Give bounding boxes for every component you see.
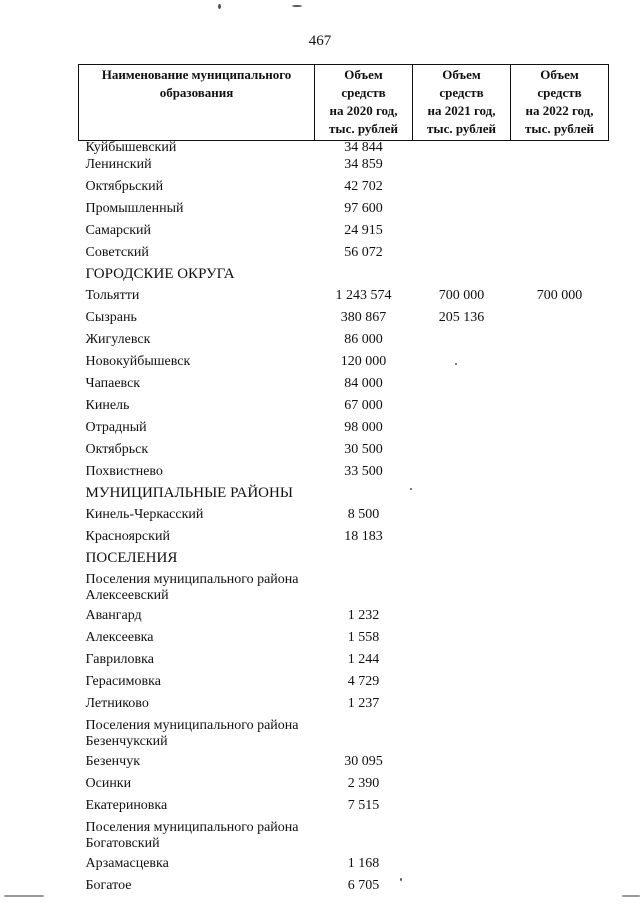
value-2021 xyxy=(413,570,511,606)
header-volume-2021: Объем средств на 2021 год, тыс. рублей xyxy=(413,65,511,141)
table-row xyxy=(79,374,609,396)
value-2021 xyxy=(413,818,511,854)
municipality-name: Гавриловка xyxy=(85,652,154,667)
value-2022 xyxy=(511,484,609,505)
value-2022: 700 000 xyxy=(536,288,583,303)
value-2022 xyxy=(511,177,609,199)
scan-speck xyxy=(400,878,402,881)
scan-speck xyxy=(218,4,221,9)
table-row xyxy=(79,199,609,221)
value-2021 xyxy=(413,628,511,650)
municipality-name: Летниково xyxy=(85,696,149,711)
municipality-name: Алексеевка xyxy=(85,630,154,645)
table-row xyxy=(79,876,609,898)
scan-speck xyxy=(4,895,44,897)
table-row xyxy=(79,418,609,440)
value-2022 xyxy=(511,330,609,352)
value-2021 xyxy=(413,243,511,265)
value-2020: 34 844 xyxy=(344,140,383,155)
value-2021 xyxy=(413,374,511,396)
value-2022 xyxy=(511,774,609,796)
value-2022 xyxy=(511,199,609,221)
value-2021 xyxy=(413,484,511,505)
value-2020: 7 515 xyxy=(347,798,380,813)
value-2022 xyxy=(511,716,609,752)
value-2020: 30 095 xyxy=(344,754,383,769)
value-2021 xyxy=(413,396,511,418)
value-2020 xyxy=(315,818,413,854)
scan-speck xyxy=(622,895,640,897)
value-2022 xyxy=(511,606,609,628)
municipality-name: Тольятти xyxy=(85,288,140,303)
value-2020: 67 000 xyxy=(344,398,383,413)
municipality-name: Жигулевск xyxy=(85,332,151,347)
value-2020: 56 072 xyxy=(344,245,383,260)
value-2021: 205 136 xyxy=(438,310,485,325)
group-row xyxy=(79,818,609,854)
municipality-name: Безенчук xyxy=(85,754,141,769)
value-2020: 6 705 xyxy=(347,878,380,893)
value-2020: 8 500 xyxy=(347,507,380,522)
table-header-row xyxy=(79,65,609,141)
value-2022 xyxy=(511,854,609,876)
value-2022 xyxy=(511,221,609,243)
section-row xyxy=(79,265,609,286)
value-2021 xyxy=(413,774,511,796)
value-2020: 1 232 xyxy=(347,608,380,623)
value-2021 xyxy=(413,141,511,156)
value-2020: 30 500 xyxy=(344,442,383,457)
value-2020: 42 702 xyxy=(344,179,383,194)
value-2021 xyxy=(413,549,511,570)
group-title: Поселения муниципального района Безенчукский xyxy=(85,718,299,749)
value-2021: 700 000 xyxy=(438,288,485,303)
value-2020: 1 168 xyxy=(347,856,380,871)
value-2022 xyxy=(511,462,609,484)
municipality-name: Сызрань xyxy=(85,310,137,325)
table-row xyxy=(79,752,609,774)
municipality-name: Куйбышевский xyxy=(85,140,177,155)
value-2022 xyxy=(511,549,609,570)
table-row xyxy=(79,462,609,484)
municipality-name: Богатое xyxy=(85,878,132,893)
value-2022 xyxy=(511,396,609,418)
municipality-name: Октябрьск xyxy=(85,442,149,457)
scan-speck xyxy=(455,363,457,365)
value-2021 xyxy=(413,854,511,876)
value-2020: 84 000 xyxy=(344,376,383,391)
header-municipality: Наименование муниципального образования xyxy=(79,65,315,141)
table-row xyxy=(79,330,609,352)
value-2020: 1 244 xyxy=(347,652,380,667)
group-title: Поселения муниципального района Богатовский xyxy=(85,820,299,851)
municipality-name: Екатериновка xyxy=(85,798,168,813)
value-2022 xyxy=(511,374,609,396)
table-row xyxy=(79,177,609,199)
value-2021 xyxy=(413,716,511,752)
value-2021 xyxy=(413,177,511,199)
value-2020: 34 859 xyxy=(344,157,383,172)
table-row xyxy=(79,854,609,876)
value-2021 xyxy=(413,265,511,286)
value-2020: 4 729 xyxy=(347,674,380,689)
value-2022 xyxy=(511,527,609,549)
table-body xyxy=(79,141,609,899)
header-volume-2020: Объем средств на 2020 год, тыс. рублей xyxy=(315,65,413,141)
value-2020: 380 867 xyxy=(340,310,387,325)
value-2022 xyxy=(511,628,609,650)
value-2021 xyxy=(413,650,511,672)
value-2020 xyxy=(315,716,413,752)
scan-speck xyxy=(292,5,302,7)
value-2021 xyxy=(413,155,511,177)
table-row xyxy=(79,774,609,796)
funding-table xyxy=(78,64,609,898)
value-2022 xyxy=(511,752,609,774)
value-2022 xyxy=(511,505,609,527)
page-number: 467 xyxy=(308,33,332,49)
table-row xyxy=(79,628,609,650)
value-2022 xyxy=(511,141,609,156)
value-2022 xyxy=(511,265,609,286)
table-row xyxy=(79,286,609,308)
value-2022 xyxy=(511,694,609,716)
value-2021 xyxy=(413,330,511,352)
table-row xyxy=(79,396,609,418)
table-row xyxy=(79,352,609,374)
value-2022 xyxy=(511,876,609,898)
municipality-name: Кинель-Черкасский xyxy=(85,507,204,522)
value-2022 xyxy=(511,418,609,440)
header-volume-2022: Объем средств на 2022 год, тыс. рублей xyxy=(511,65,609,141)
table-row xyxy=(79,694,609,716)
group-row xyxy=(79,570,609,606)
value-2020: 18 183 xyxy=(344,529,383,544)
value-2020: 1 558 xyxy=(347,630,380,645)
municipality-name: Кинель xyxy=(85,398,130,413)
value-2022 xyxy=(511,155,609,177)
value-2020: 33 500 xyxy=(344,464,383,479)
value-2020: 1 243 574 xyxy=(335,288,392,303)
value-2022 xyxy=(511,818,609,854)
value-2021 xyxy=(413,527,511,549)
value-2021 xyxy=(413,694,511,716)
municipality-name: Новокуйбышевск xyxy=(85,354,191,369)
value-2021 xyxy=(413,752,511,774)
table-row xyxy=(79,672,609,694)
table-row xyxy=(79,650,609,672)
value-2021 xyxy=(413,796,511,818)
table-row xyxy=(79,796,609,818)
value-2022 xyxy=(511,352,609,374)
scan-speck xyxy=(410,488,412,490)
value-2020: 1 237 xyxy=(347,696,380,711)
table-row xyxy=(79,243,609,265)
section-title: ГОРОДСКИЕ ОКРУГА xyxy=(85,266,235,282)
table-row xyxy=(79,606,609,628)
section-row xyxy=(79,549,609,570)
municipality-name: Авангард xyxy=(85,608,142,623)
table-row xyxy=(79,221,609,243)
value-2021 xyxy=(413,418,511,440)
value-2021 xyxy=(413,221,511,243)
table-row xyxy=(79,527,609,549)
table-row xyxy=(79,141,609,156)
municipality-name: Промышленный xyxy=(85,201,184,216)
value-2021 xyxy=(413,505,511,527)
value-2021 xyxy=(413,876,511,898)
table-row xyxy=(79,440,609,462)
value-2020: 24 915 xyxy=(344,223,383,238)
value-2022 xyxy=(511,672,609,694)
municipality-name: Ленинский xyxy=(85,157,152,172)
municipality-name: Красноярский xyxy=(85,529,170,544)
group-row xyxy=(79,716,609,752)
value-2022 xyxy=(511,243,609,265)
table-row xyxy=(79,505,609,527)
value-2020: 98 000 xyxy=(344,420,383,435)
value-2021 xyxy=(413,440,511,462)
municipality-name: Осинки xyxy=(85,776,132,791)
section-title: МУНИЦИПАЛЬНЫЕ РАЙОНЫ xyxy=(85,485,293,501)
value-2020 xyxy=(315,570,413,606)
municipality-name: Советский xyxy=(85,245,149,260)
value-2020 xyxy=(315,549,413,570)
municipality-name: Самарский xyxy=(85,223,152,238)
municipality-name: Герасимовка xyxy=(85,674,161,689)
section-row xyxy=(79,484,609,505)
value-2020: 2 390 xyxy=(347,776,380,791)
table-row xyxy=(79,308,609,330)
value-2022 xyxy=(511,650,609,672)
value-2021 xyxy=(413,606,511,628)
value-2022 xyxy=(511,308,609,330)
municipality-name: Октябрьский xyxy=(85,179,164,194)
value-2020: 97 600 xyxy=(344,201,383,216)
value-2022 xyxy=(511,796,609,818)
value-2021 xyxy=(413,199,511,221)
municipality-name: Отрадный xyxy=(85,420,147,435)
value-2022 xyxy=(511,570,609,606)
value-2020 xyxy=(315,484,413,505)
section-title: ПОСЕЛЕНИЯ xyxy=(85,550,178,566)
value-2020: 86 000 xyxy=(344,332,383,347)
table-row xyxy=(79,155,609,177)
municipality-name: Похвистнево xyxy=(85,464,163,479)
value-2020 xyxy=(315,265,413,286)
value-2021 xyxy=(413,462,511,484)
municipality-name: Чапаевск xyxy=(85,376,141,391)
municipality-name: Арзамасцевка xyxy=(85,856,169,871)
value-2022 xyxy=(511,440,609,462)
value-2021 xyxy=(413,672,511,694)
group-title: Поселения муниципального района Алексеевский xyxy=(85,572,299,603)
value-2021 xyxy=(413,352,511,374)
value-2020: 120 000 xyxy=(340,354,387,369)
